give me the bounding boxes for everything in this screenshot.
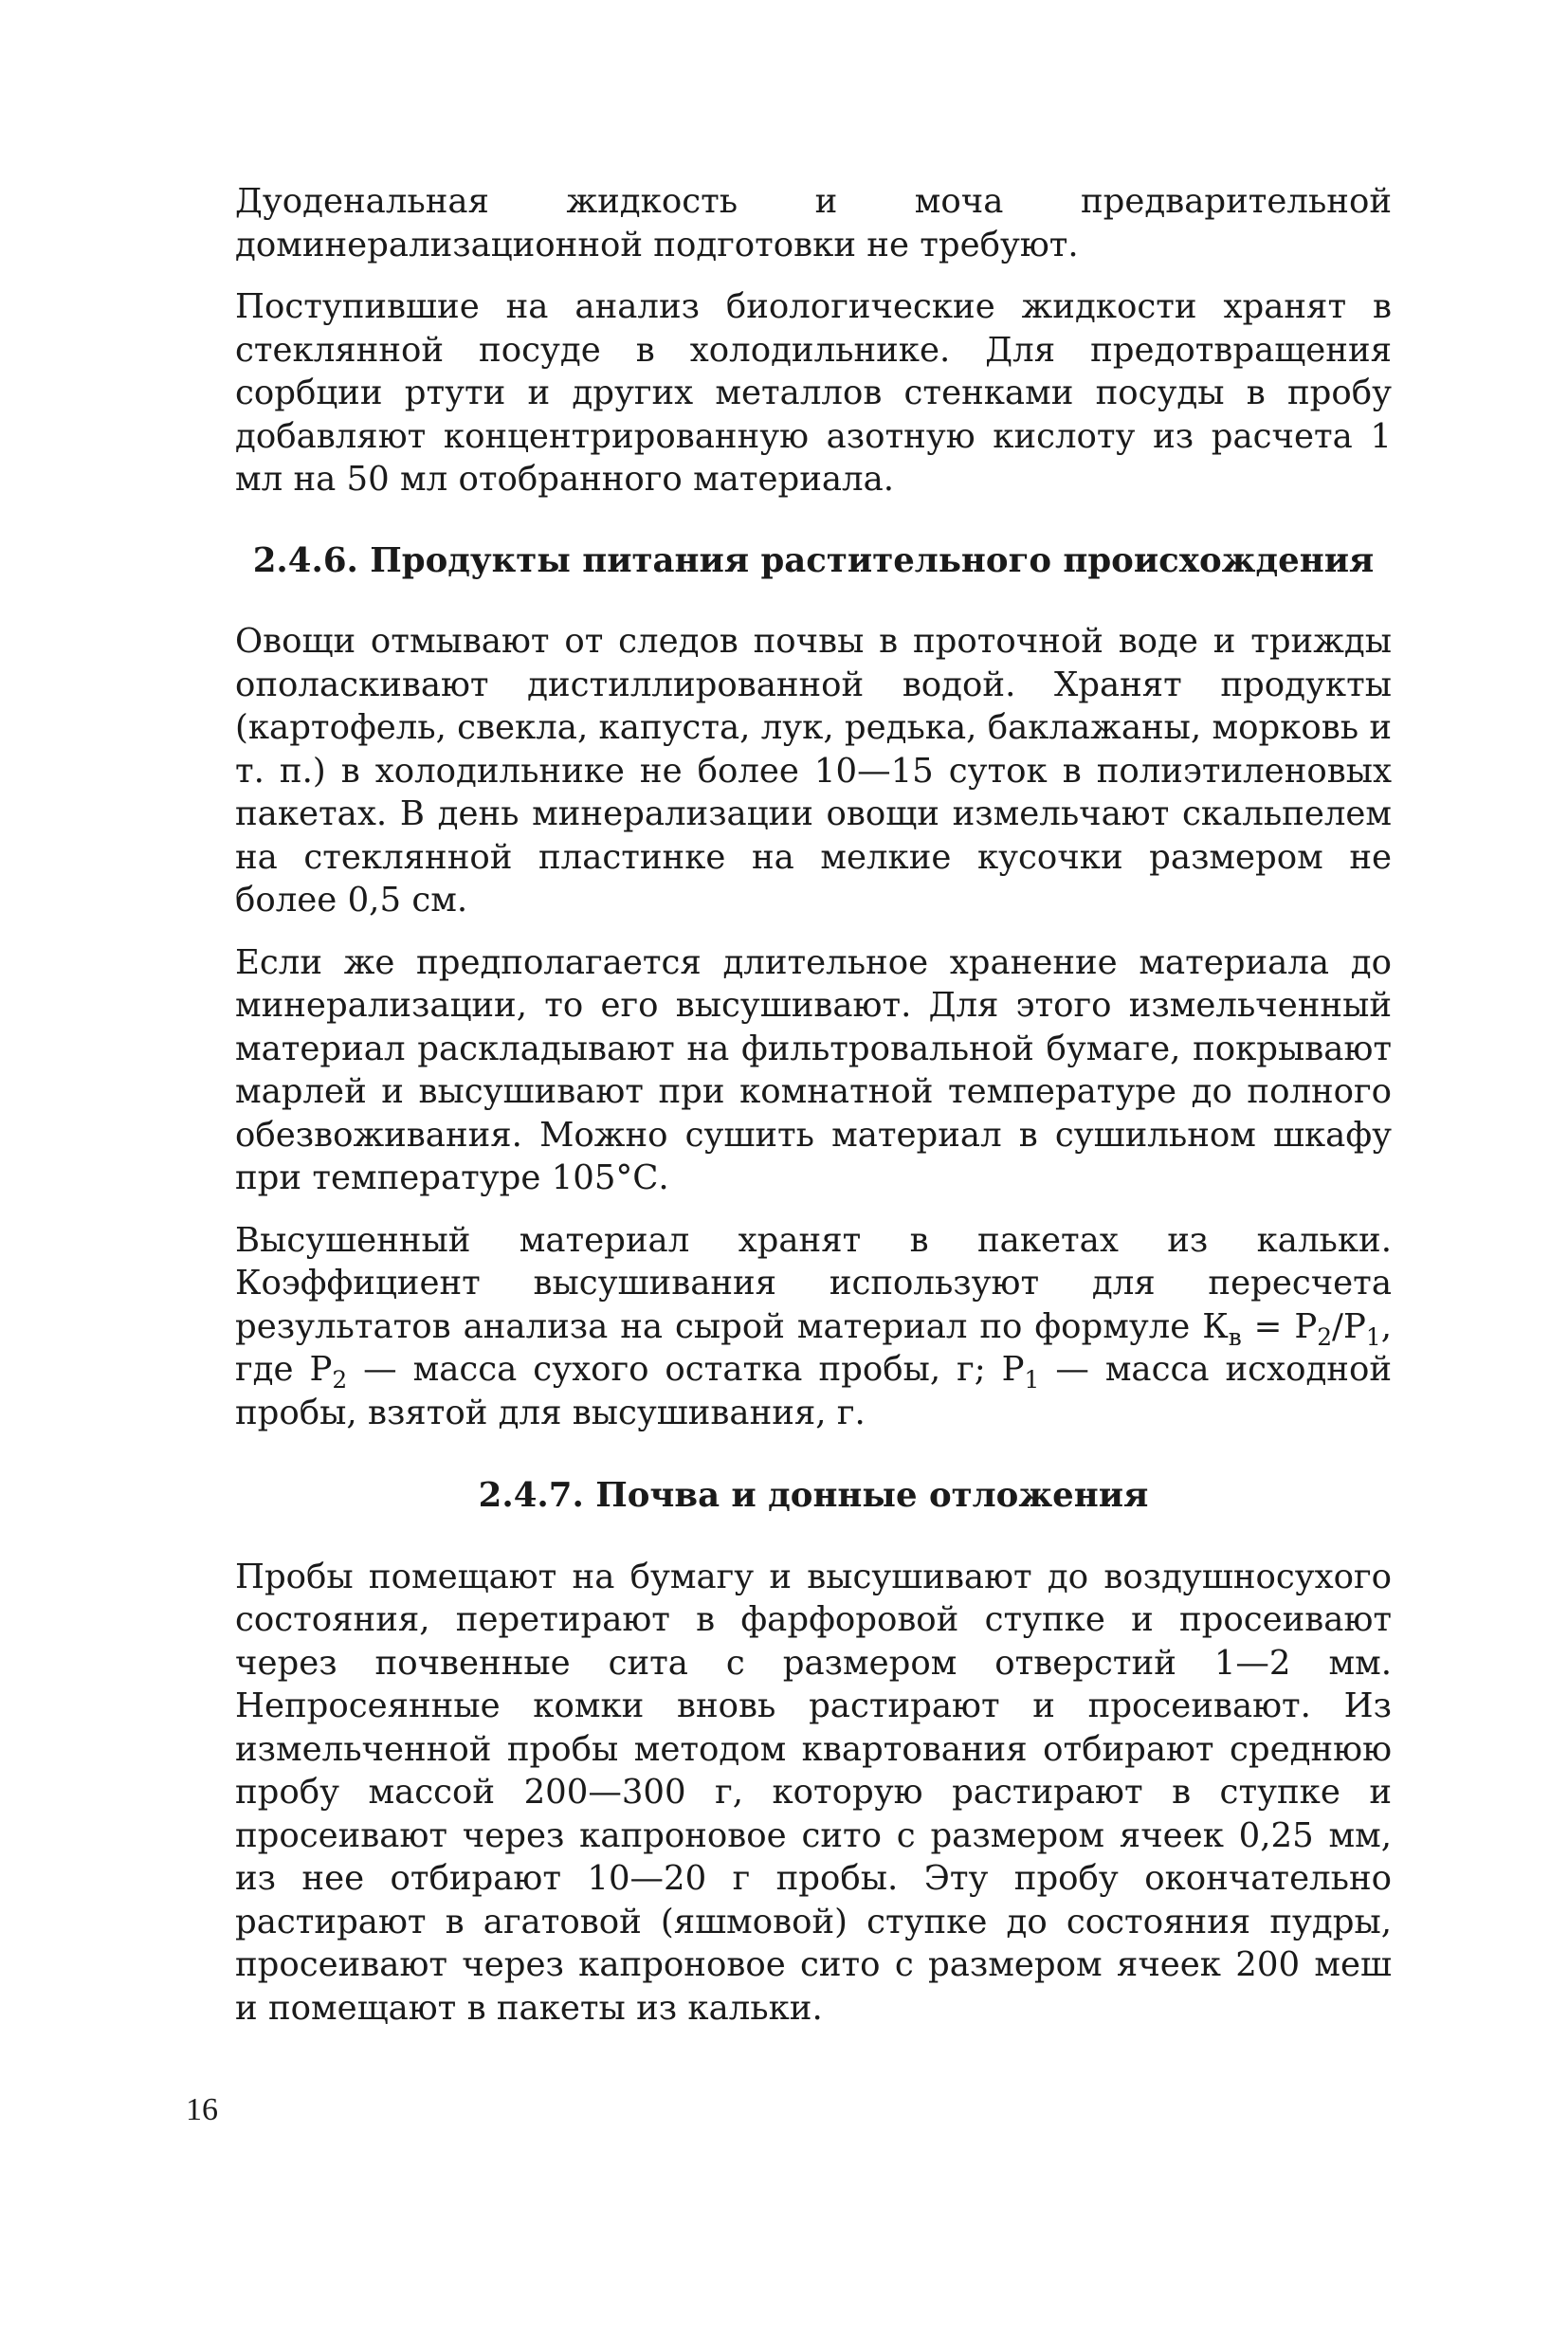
formula-middle: , где Р xyxy=(235,1306,1392,1389)
formula-text-after: — масса исходной пробы, взятой для высушивания, г. xyxy=(235,1350,1393,1432)
formula-p2b-sub: 2 xyxy=(332,1366,348,1394)
formula-p2-sub: 2 xyxy=(1317,1322,1333,1351)
formula-k-sub: в xyxy=(1228,1322,1242,1351)
paragraph-soil: Пробы помещают на бумагу и высушивают до воздушносухого состояния, перетирают в фарфоровой ступке и просеивают через почвенные сита с размером отверстий 1—2 мм. Непросеянные комки вновь растирают и просеивают. Из измельченной пробы методом квартования отбирают среднюю пробу массой 200—300 г, которую растирают в ступке и просеивают через капроновое сито с размером ячеек 0,25 мм, из нее отбирают 10—20 г пробы. Эту пробу окончательно растирают в агатовой (яшмовой) ступке до состояния пудры, просеивают через капроновое сито с размером ячеек 200 меш и помещают в пакеты из кальки. xyxy=(235,1557,1392,2028)
section-heading-2-4-7: 2.4.7. Почва и донные отложения xyxy=(478,1476,1149,1515)
formula-k: К xyxy=(1202,1306,1229,1346)
formula-eq: = Р xyxy=(1241,1306,1318,1346)
paragraph-vegetables: Овощи отмывают от следов почвы в проточной воде и трижды ополаскивают дистиллированной водой. Хранят продукты (картофель, свекла, капуста, лук, редька, баклажаны, морковь и т. п.) в холодильнике не более 10—15 суток в полиэтиленовых пакетах. В день минерализации овощи измельчают скальпелем на стеклянной пластинке на мелкие кусочки размером не более 0,5 см. xyxy=(235,622,1393,920)
paragraph-formula xyxy=(235,1219,1392,1435)
formula-p1-sub: 1 xyxy=(1365,1322,1381,1351)
page-content xyxy=(235,180,1392,2030)
paragraph-duodenal: Дуоденальная жидкость и моча предварительной доминерализационной подготовки не требуют. xyxy=(235,182,1392,264)
paragraph-drying: Если же предполагается длительное хранение материала до минерализации, то его высушивают. Для этого измельченный материал раскладывают на фильтровальной бумаге, покрывают марлей и высушивают при комнатной температуре до полного обезвоживания. Можно сушить материал в сушильном шкафу при температуре 105°С. xyxy=(235,942,1392,1197)
page-number: 16 xyxy=(186,2092,218,2127)
section-heading-2-4-6: 2.4.6. Продукты питания растительного происхождения xyxy=(252,540,1375,580)
formula-p1b-sub: 1 xyxy=(1024,1366,1040,1394)
formula-slash: /Р xyxy=(1332,1306,1366,1346)
paragraph-storage: Поступившие на анализ биологические жидкости хранят в стеклянной посуде в холодильнике. Для предотвращения сорбции ртути и других металлов стенками посуды в пробу добавляют концентрированную азотную кислоту из расчета 1 мл на 50 мл отобранного материала. xyxy=(235,287,1392,499)
formula-middle2: — масса сухого остатка пробы, г; Р xyxy=(347,1350,1025,1389)
formula-text-before: Высушенный материал хранят в пакетах из кальки. Коэффициент высушивания используют для пересчета результатов анализа на сырой материал по формуле xyxy=(235,1220,1392,1346)
